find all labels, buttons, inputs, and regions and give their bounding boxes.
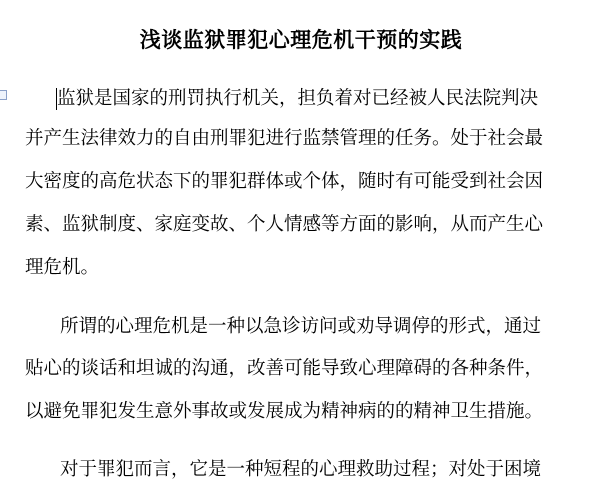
paragraph-line[interactable]: 所谓的心理危机是一种以急诊访问或劝导调停的形式，通过	[60, 316, 542, 337]
paragraph-line[interactable]: 并产生法律效力的自由刑罪犯进行监禁管理的任务。处于社会最	[25, 128, 544, 149]
paragraph-line[interactable]: 大密度的高危状态下的罪犯群体或个体，随时有可能受到社会因	[25, 171, 544, 192]
paragraph-line[interactable]: 对于罪犯而言，它是一种短程的心理救助过程；对处于困境	[60, 459, 542, 480]
paragraph-line[interactable]: 监狱是国家的刑罚执行机关，担负着对已经被人民法院判决	[57, 88, 539, 109]
document-title: 浅谈监狱罪犯心理危机干预的实践	[139, 27, 463, 52]
paragraph-line[interactable]: 以避免罪犯发生意外事故或发展成为精神病的的精神卫生措施。	[25, 401, 544, 422]
paragraph-line[interactable]: 理危机。	[25, 257, 100, 278]
margin-marker-icon	[0, 90, 7, 100]
paragraph-line[interactable]: 素、监狱制度、家庭变故、个人情感等方面的影响，从而产生心	[25, 214, 544, 235]
paragraph-line[interactable]: 贴心的谈话和坦诚的沟通，改善可能导致心理障碍的各种条件，	[25, 358, 544, 379]
